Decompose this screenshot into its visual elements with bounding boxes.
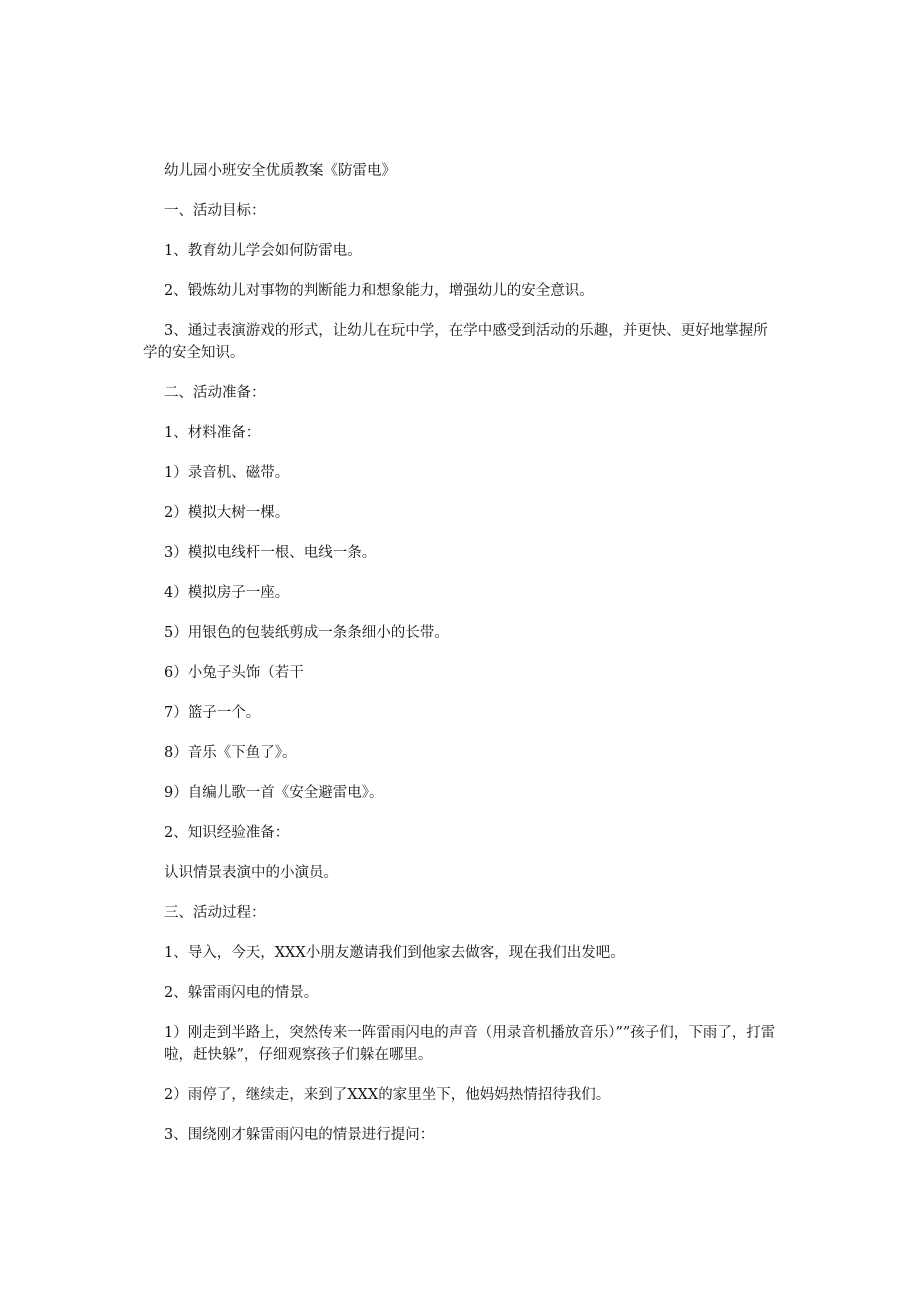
document-title: 幼儿园小班安全优质教案《防雷电》 bbox=[164, 163, 396, 179]
prep-subheading-materials: 1、材料准备： bbox=[164, 425, 261, 441]
process-substep-2: 2）雨停了，继续走，来到了XXX的家里坐下，他妈妈热情招待我们。 bbox=[164, 1087, 611, 1103]
material-item-2: 2）模拟大树一棵。 bbox=[164, 505, 290, 521]
material-item-9: 9）自编儿歌一首《安全避雷电》。 bbox=[164, 785, 384, 801]
process-step-3: 3、围绕刚才躲雷雨闪电的情景进行提问： bbox=[164, 1127, 435, 1143]
goal-item-3: 3、通过表演游戏的形式，让幼儿在玩中学，在学中感受到活动的乐趣，并更快、更好地掌握所学的安全知识。 bbox=[143, 323, 768, 361]
prep-subheading-knowledge: 2、知识经验准备： bbox=[164, 825, 290, 841]
process-substep-1: 1）刚走到半路上，突然传来一阵雷雨闪电的声音（用录音机播放音乐）””孩子们，下雨了，打雷啦，赶快躲”，仔细观察孩子们躲在哪里。 bbox=[164, 1025, 776, 1063]
document-body bbox=[143, 160, 776, 1164]
process-step-2: 2、躲雷雨闪电的情景。 bbox=[164, 985, 319, 1001]
material-item-4: 4）模拟房子一座。 bbox=[164, 585, 290, 601]
goal-item-1: 1、教育幼儿学会如何防雷电。 bbox=[164, 243, 362, 259]
goal-item-2: 2、锻炼幼儿对事物的判断能力和想象能力，增强幼儿的安全意识。 bbox=[164, 283, 594, 299]
material-item-6: 6）小兔子头饰（若干 bbox=[164, 665, 304, 681]
material-item-5: 5）用银色的包装纸剪成一条条细小的长带。 bbox=[164, 625, 449, 641]
process-step-1: 1、导入，今天，XXX小朋友邀请我们到他家去做客，现在我们出发吧。 bbox=[164, 945, 625, 961]
section-heading-preparation: 二、活动准备： bbox=[164, 385, 266, 401]
section-heading-goals: 一、活动目标： bbox=[164, 203, 266, 219]
material-item-7: 7）篮子一个。 bbox=[164, 705, 261, 721]
section-heading-process: 三、活动过程： bbox=[164, 905, 266, 921]
material-item-8: 8）音乐《下鱼了》。 bbox=[164, 745, 297, 761]
knowledge-item: 认识情景表演中的小演员。 bbox=[164, 865, 338, 881]
material-item-3: 3）模拟电线杆一根、电线一条。 bbox=[164, 545, 377, 561]
material-item-1: 1）录音机、磁带。 bbox=[164, 465, 290, 481]
